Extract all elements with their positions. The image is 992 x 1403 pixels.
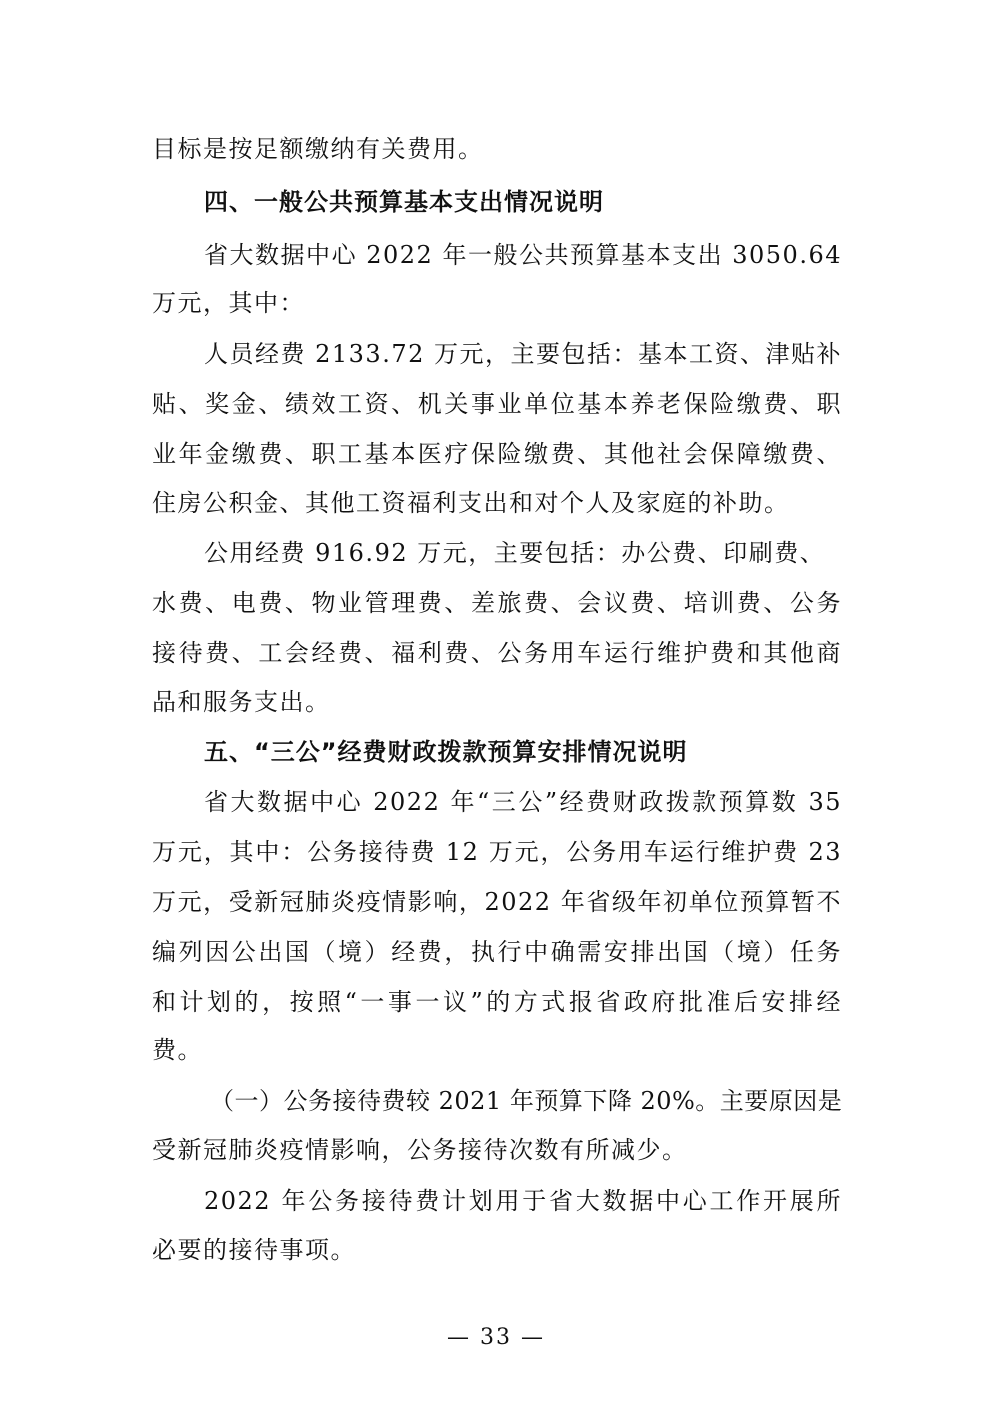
section-heading-5: 五、“三公”经费财政拨款预算安排情况说明 [204, 738, 688, 766]
text-line-6: 贴、奖金、绩效工资、机关事业单位基本养老保险缴费、职 [152, 390, 842, 418]
text-line-20: （一）公务接待费较 2021 年预算下降 20%。主要原因是 [210, 1087, 843, 1115]
text-line-21: 受新冠肺炎疫情影响，公务接待次数有所减少。 [152, 1136, 688, 1164]
text-line-14: 省大数据中心 2022 年“三公”经费财政拨款预算数 35 [204, 788, 842, 816]
text-line-1: 目标是按足额缴纳有关费用。 [152, 135, 484, 163]
text-line-7: 业年金缴费、职工基本医疗保险缴费、其他社会保障缴费、 [152, 440, 842, 468]
text-line-16: 万元，受新冠肺炎疫情影响，2022 年省级年初单位预算暂不 [152, 888, 842, 916]
text-line-3: 省大数据中心 2022 年一般公共预算基本支出 3050.64 [204, 241, 842, 269]
text-line-17: 编列因公出国（境）经费，执行中确需安排出国（境）任务 [152, 938, 842, 966]
text-line-10: 水费、电费、物业管理费、差旅费、会议费、培训费、公务 [152, 589, 842, 617]
page-number: — 33 — [447, 1325, 545, 1350]
text-line-9: 公用经费 916.92 万元，主要包括：办公费、印刷费、 [204, 539, 826, 567]
text-line-12: 品和服务支出。 [152, 688, 331, 716]
text-line-18: 和计划的，按照“一事一议”的方式报省政府批准后安排经 [152, 988, 842, 1016]
section-heading-4: 四、一般公共预算基本支出情况说明 [204, 188, 604, 216]
text-line-22: 2022 年公务接待费计划用于省大数据中心工作开展所 [204, 1187, 842, 1215]
text-line-15: 万元，其中：公务接待费 12 万元，公务用车运行维护费 23 [152, 838, 842, 866]
text-line-19: 费。 [152, 1036, 203, 1064]
text-line-8: 住房公积金、其他工资福利支出和对个人及家庭的补助。 [152, 489, 790, 517]
text-line-4: 万元，其中： [152, 289, 305, 317]
text-line-23: 必要的接待事项。 [152, 1236, 356, 1264]
text-line-11: 接待费、工会经费、福利费、公务用车运行维护费和其他商 [152, 639, 842, 667]
text-line-5: 人员经费 2133.72 万元，主要包括：基本工资、津贴补 [204, 340, 843, 368]
